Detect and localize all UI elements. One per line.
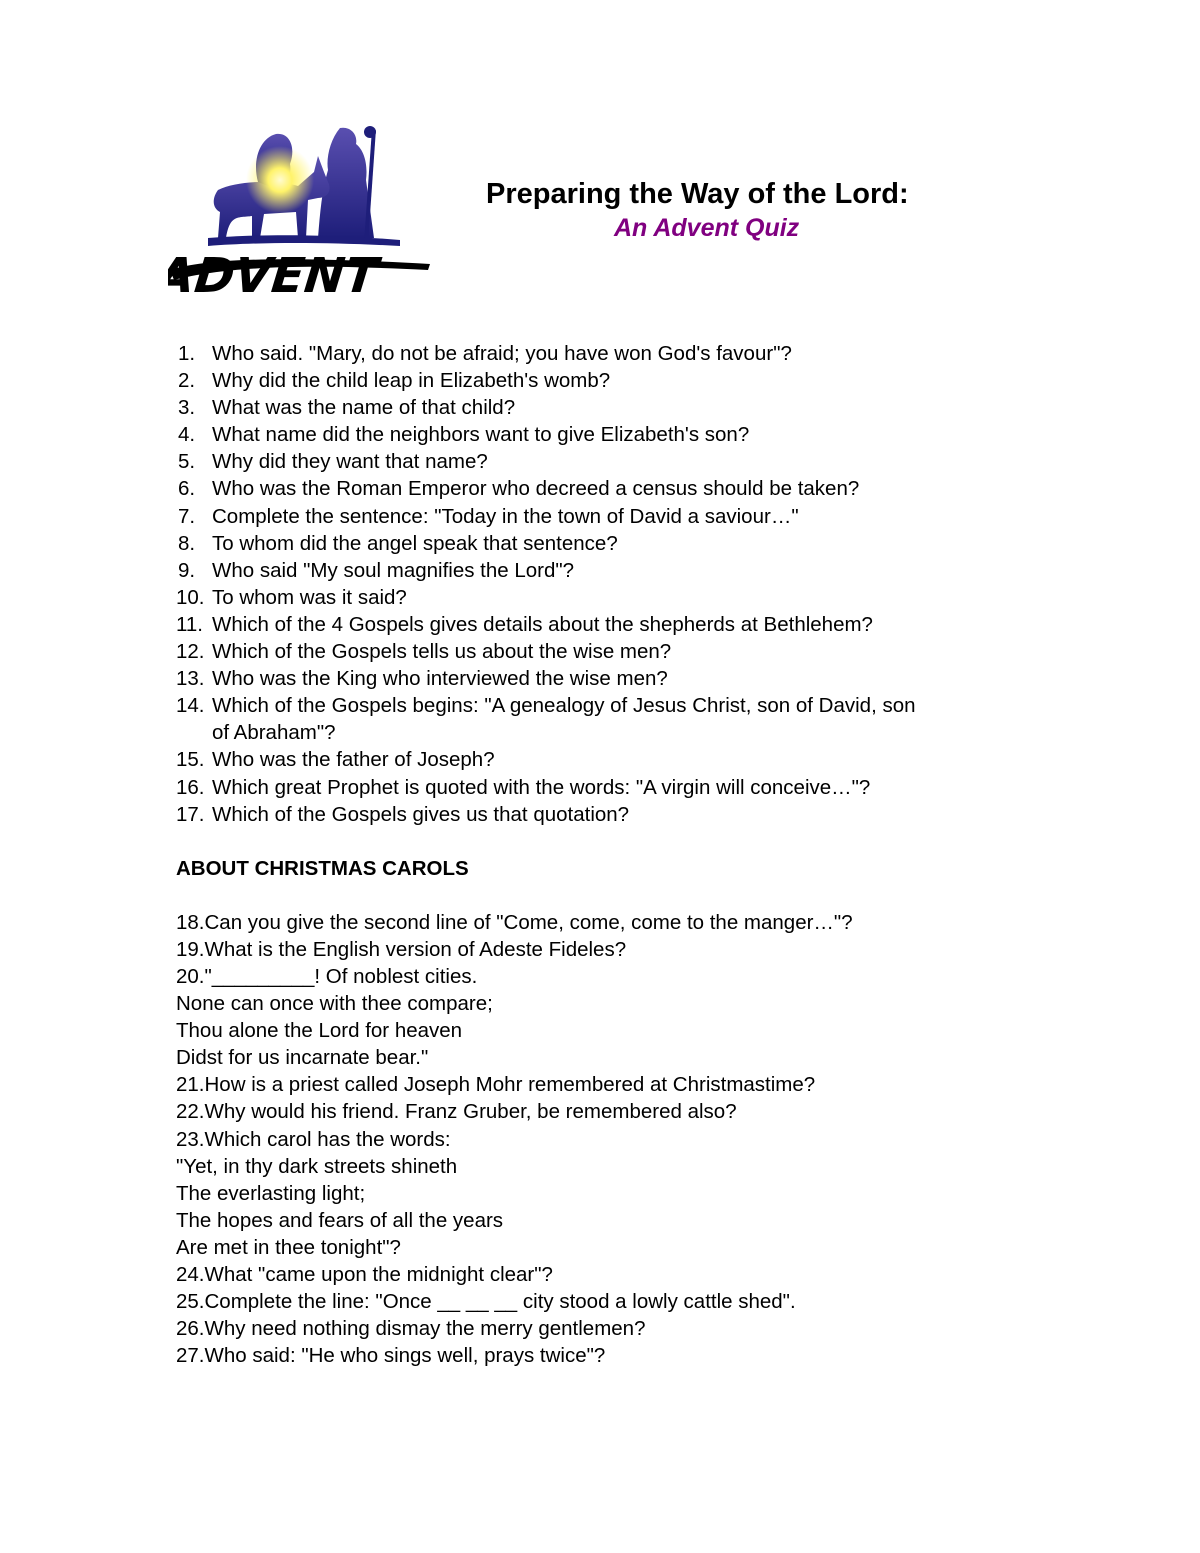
question-text: Why need nothing dismay the merry gentlemen?	[204, 1317, 646, 1341]
question-item	[176, 503, 1056, 530]
question-item	[176, 340, 1056, 367]
question-text: Why did the child leap in Elizabeth's womb?	[212, 369, 611, 393]
question-number: 15.	[176, 748, 205, 772]
question-number: 27.	[176, 1344, 205, 1368]
question-item	[176, 1342, 1056, 1369]
question-number: 5.	[178, 450, 196, 474]
verse-line: Didst for us incarnate bear."	[176, 1046, 429, 1070]
question-number: 22.	[176, 1100, 205, 1124]
question-item	[176, 584, 1056, 611]
verse-line: "Yet, in thy dark streets shineth	[176, 1154, 458, 1178]
question-item	[176, 1126, 1056, 1153]
question-text: Who was the Roman Emperor who decreed a census should be taken?	[212, 477, 860, 501]
question-text: Who was the King who interviewed the wise men?	[212, 667, 668, 691]
question-item	[176, 746, 1056, 773]
question-item	[176, 475, 1056, 502]
question-item	[176, 448, 1056, 475]
question-text: What "came upon the midnight clear"?	[204, 1263, 553, 1286]
question-text: Why did they want that name?	[212, 450, 488, 474]
verse-line: The everlasting light;	[176, 1181, 366, 1205]
question-number: 19.	[176, 937, 205, 961]
question-number: 25.	[176, 1290, 205, 1314]
question-text: Which carol has the words:	[204, 1127, 451, 1151]
question-number: 8.	[178, 531, 196, 555]
verse-line: Thou alone the Lord for heaven	[176, 1019, 463, 1043]
question-text: Which of the Gospels begins: "A genealogy of Jesus Christ, son of David, son	[212, 694, 916, 718]
question-item	[176, 963, 1056, 990]
question-item	[176, 367, 1056, 394]
question-number: 3.	[178, 396, 196, 420]
question-number: 13.	[176, 667, 205, 691]
question-number: 4.	[178, 423, 196, 447]
question-number: 14.	[176, 694, 205, 718]
question-text: Complete the line: "Once __ __ __ city stood a lowly cattle shed".	[204, 1290, 796, 1314]
question-text: What is the English version of Adeste Fideles?	[204, 937, 627, 961]
question-item	[176, 530, 1056, 557]
question-number: 12.	[176, 640, 205, 664]
question-item	[176, 421, 1056, 448]
question-text: Who said "My soul magnifies the Lord"?	[212, 558, 575, 582]
question-number: 11.	[176, 612, 203, 636]
question-item	[176, 801, 1056, 828]
question-item	[176, 1288, 1056, 1315]
spacer	[176, 882, 1056, 909]
question-item	[176, 638, 1056, 665]
question-text: Can you give the second line of "Come, come, come to the manger…"?	[204, 910, 853, 934]
question-text: Who said: "He who sings well, prays twice"?	[204, 1344, 606, 1368]
question-number: 18.	[176, 910, 205, 934]
question-text: Which great Prophet is quoted with the words: "A virgin will conceive…"?	[212, 775, 871, 799]
nativity-silhouette-icon	[168, 120, 436, 305]
question-list-part1	[176, 340, 1056, 828]
advent-logo-text: ADVENT	[168, 248, 381, 304]
question-item	[176, 909, 1056, 936]
question-number: 26.	[176, 1317, 205, 1341]
question-item	[176, 1315, 1056, 1342]
question-text: To whom was it said?	[212, 585, 407, 609]
question-item	[176, 936, 1056, 963]
question-text: Why would his friend. Franz Gruber, be remembered also?	[204, 1100, 737, 1124]
question-text: Who was the father of Joseph?	[212, 748, 495, 772]
question-text: To whom did the angel speak that sentence?	[212, 531, 618, 555]
question-number: 17.	[176, 802, 205, 826]
question-item	[176, 611, 1056, 638]
question-number: 9.	[178, 558, 196, 582]
question-item	[176, 1261, 1056, 1288]
question-text: Which of the 4 Gospels gives details about the shepherds at Bethlehem?	[212, 612, 873, 636]
question-number: 24.	[176, 1263, 205, 1286]
question-text: Which of the Gospels gives us that quotation?	[212, 802, 630, 826]
question-number: 6.	[178, 477, 196, 501]
question-text: Which of the Gospels tells us about the wise men?	[212, 640, 672, 664]
spacer	[176, 828, 1056, 855]
question-text: Who said. "Mary, do not be afraid; you have won God's favour"?	[212, 342, 792, 365]
question-number: 1.	[178, 342, 196, 365]
question-text: of Abraham"?	[212, 721, 336, 745]
question-number: 10.	[176, 585, 205, 609]
question-text: "_________! Of noblest cities.	[204, 964, 478, 988]
question-number: 21.	[176, 1073, 205, 1097]
question-item	[176, 774, 1056, 801]
section-heading: ABOUT CHRISTMAS CAROLS	[176, 856, 469, 880]
page-subtitle: An Advent Quiz	[614, 214, 800, 242]
question-text: Complete the sentence: "Today in the town of David a saviour…"	[212, 504, 799, 528]
quiz-content	[176, 340, 1056, 1369]
question-text: How is a priest called Joseph Mohr remembered at Christmastime?	[204, 1073, 816, 1097]
verse-line: The hopes and fears of all the years	[176, 1208, 504, 1232]
question-text: What name did the neighbors want to give Elizabeth's son?	[212, 423, 750, 447]
question-item	[176, 394, 1056, 421]
question-item	[176, 665, 1056, 692]
question-item	[176, 557, 1056, 584]
question-number: 20.	[176, 964, 205, 988]
question-number: 23.	[176, 1127, 205, 1151]
advent-logo	[168, 120, 436, 305]
question-item	[176, 1098, 1056, 1125]
page-title: Preparing the Way of the Lord:	[486, 178, 909, 210]
question-number: 7.	[178, 504, 196, 528]
verse-line: Are met in thee tonight"?	[176, 1235, 401, 1259]
question-item	[176, 1071, 1056, 1098]
question-list-part2	[176, 909, 1056, 1370]
question-number: 2.	[178, 369, 196, 393]
verse-line: None can once with thee compare;	[176, 992, 493, 1016]
question-item	[176, 692, 1056, 746]
question-text: What was the name of that child?	[212, 396, 516, 420]
question-number: 16.	[176, 775, 205, 799]
